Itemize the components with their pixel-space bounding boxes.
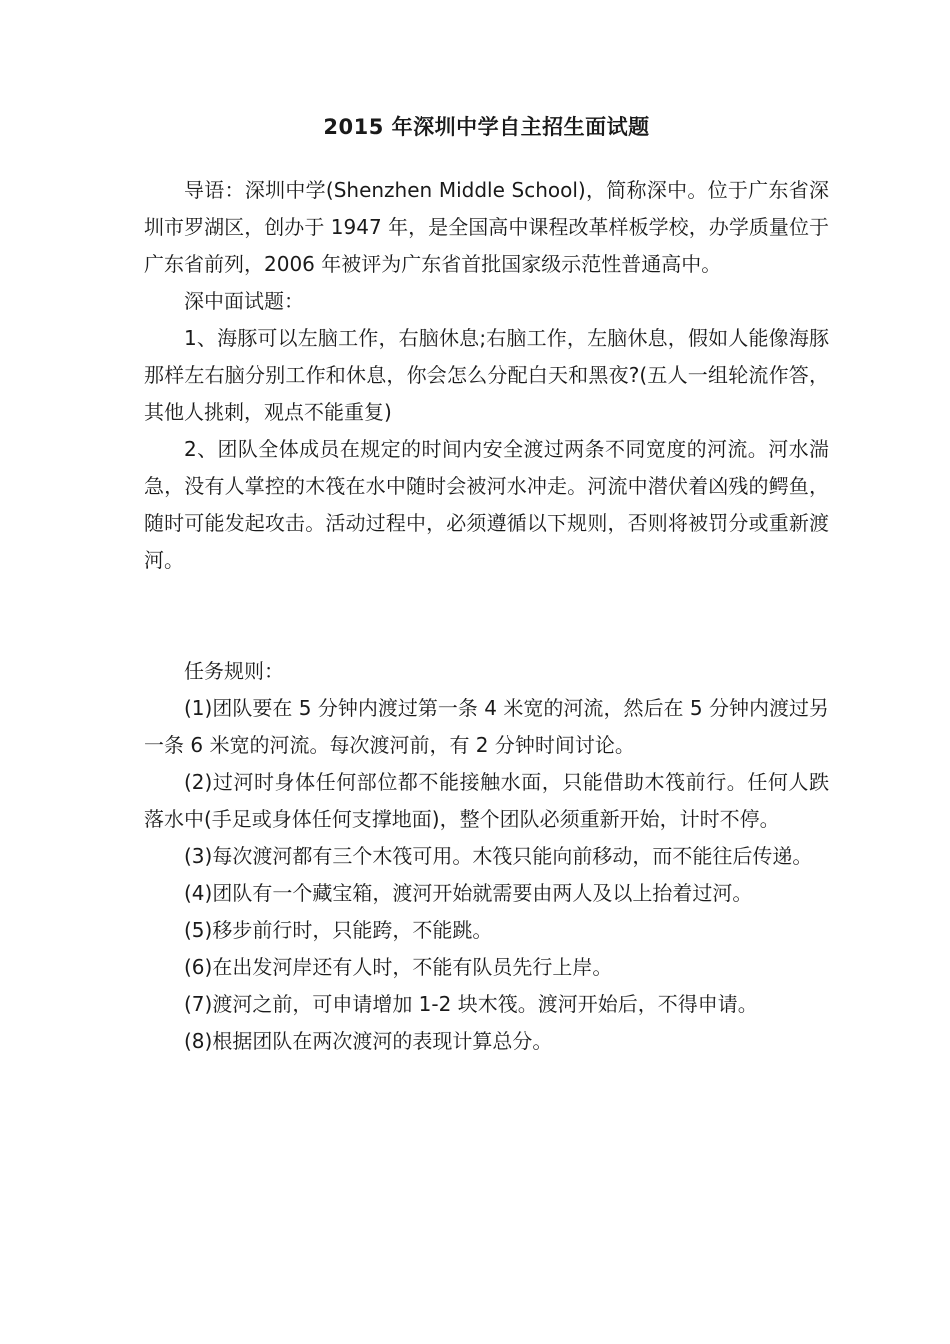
rules-heading: 任务规则： [184, 659, 284, 683]
rule-item: (8)根据团队在两次渡河的表现计算总分。 [184, 1029, 553, 1053]
rule-item: (5)移步前行时，只能跨，不能跳。 [184, 918, 493, 942]
document-title: 2015 年深圳中学自主招生面试题 [323, 115, 650, 139]
question-1: 1、海豚可以左脑工作，右脑休息;右脑工作，左脑休息，假如人能像海豚那样左右脑分别工作和休息，你会怎么分配白天和黑夜?(五人一组轮流作答，其他人挑刺，观点不能重复) [144, 326, 829, 424]
rule-item: (6)在出发河岸还有人时，不能有队员先行上岸。 [184, 955, 613, 979]
rule-item: (2)过河时身体任何部位都不能接触水面，只能借助木筏前行。任何人跌落水中(手足或身体任何支撑地面)，整个团队必须重新开始，计时不停。 [144, 770, 829, 831]
rule-item: (4)团队有一个藏宝箱，渡河开始就需要由两人及以上抬着过河。 [184, 881, 753, 905]
section-heading: 深中面试题： [184, 289, 304, 313]
question-2: 2、团队全体成员在规定的时间内安全渡过两条不同宽度的河流。河水湍急，没有人掌控的木筏在水中随时会被河水冲走。河流中潜伏着凶残的鳄鱼，随时可能发起攻击。活动过程中，必须遵循以下规则，否则将被罚分或重新渡河。 [144, 437, 829, 572]
blank-gap [144, 579, 829, 653]
rule-item: (3)每次渡河都有三个木筏可用。木筏只能向前移动，而不能往后传递。 [184, 844, 813, 868]
rule-item: (1)团队要在 5 分钟内渡过第一条 4 米宽的河流，然后在 5 分钟内渡过另一条 6 米宽的河流。每次渡河前，有 2 分钟时间讨论。 [144, 696, 829, 757]
document-page [144, 112, 829, 1060]
intro-paragraph: 导语：深圳中学(Shenzhen Middle School)，简称深中。位于广东省深圳市罗湖区，创办于 1947 年，是全国高中课程改革样板学校，办学质量位于广东省前列，2006 年被评为广东省首批国家级示范性普通高中。 [144, 178, 829, 276]
rule-item: (7)渡河之前，可申请增加 1-2 块木筏。渡河开始后，不得申请。 [184, 992, 758, 1016]
